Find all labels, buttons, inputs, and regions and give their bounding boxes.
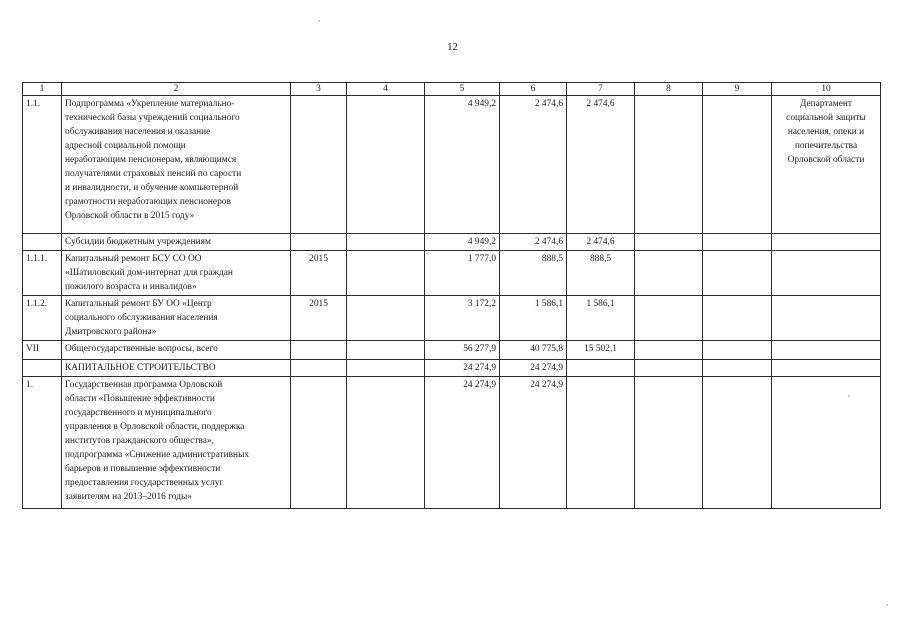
cell-amount-col-6: 24 274,9: [500, 360, 567, 377]
cell-amount-total: 1 777,0: [425, 251, 500, 296]
scan-speck: [886, 604, 888, 606]
cell-year: [291, 377, 347, 509]
table-row: [23, 296, 881, 341]
cell-column-9: [703, 96, 772, 234]
cell-column-9: [703, 234, 772, 251]
cell-amount-col-7: 2 474,6: [567, 234, 635, 251]
table-row: [23, 251, 881, 296]
cell-description: Субсидии бюджетным учреждениям: [62, 234, 291, 251]
cell-column-4: [347, 234, 425, 251]
cell-amount-total: 56 277,9: [425, 341, 500, 360]
cell-executor: [772, 360, 881, 377]
cell-row-number: 1.1.: [23, 96, 62, 234]
cell-row-number: [23, 234, 62, 251]
header-cell-10: 10: [772, 83, 881, 96]
cell-year: [291, 96, 347, 234]
page-number: 12: [447, 42, 458, 53]
cell-amount-total: 4 949,2: [425, 234, 500, 251]
cell-year: 2015: [291, 251, 347, 296]
table-row: [23, 377, 881, 509]
cell-amount-col-6: 40 775,8: [500, 341, 567, 360]
cell-amount-total: 3 172,2: [425, 296, 500, 341]
cell-amount-total: 24 274,9: [425, 360, 500, 377]
cell-column-4: [347, 341, 425, 360]
budget-table: [22, 82, 881, 509]
header-cell-5: 5: [425, 83, 500, 96]
header-cell-8: 8: [635, 83, 703, 96]
cell-column-4: [347, 96, 425, 234]
cell-column-8: [635, 360, 703, 377]
table-row: [23, 360, 881, 377]
table-row: [23, 96, 881, 234]
cell-column-9: [703, 377, 772, 509]
cell-column-9: [703, 341, 772, 360]
cell-executor: [772, 251, 881, 296]
cell-column-9: [703, 296, 772, 341]
cell-column-9: [703, 251, 772, 296]
cell-amount-col-7: [567, 360, 635, 377]
cell-amount-col-6: 2 474,6: [500, 96, 567, 234]
cell-description: Государственная программа Орловской области «Повышение эффективности государственного и муниципального управления в Орловской области, поддержка институтов гражданского общества», подпрограмма «Снижение административных барьеров и повышение эффективности предоставления государственных услуг заявителям на 2013–2016 годы»: [62, 377, 291, 509]
header-cell-3: 3: [291, 83, 347, 96]
cell-year: [291, 234, 347, 251]
cell-executor: [772, 341, 881, 360]
cell-column-8: [635, 234, 703, 251]
cell-description: Капитальный ремонт БСУ СО ОО «Шатиловский дом-интернат для граждан пожилого возраста и инвалидов»: [62, 251, 291, 296]
cell-amount-col-7: 1 586,1: [567, 296, 635, 341]
cell-row-number: [23, 360, 62, 377]
cell-executor: [772, 234, 881, 251]
cell-year: [291, 360, 347, 377]
cell-column-4: [347, 360, 425, 377]
cell-year: 2015: [291, 296, 347, 341]
cell-column-8: [635, 251, 703, 296]
header-cell-4: 4: [347, 83, 425, 96]
cell-row-number: 1.1.1.: [23, 251, 62, 296]
cell-column-4: [347, 377, 425, 509]
cell-executor: Департамент социальной защиты населения, опеки и попечительства Орловской области: [772, 96, 881, 234]
table-row: [23, 341, 881, 360]
cell-amount-total: 4 949,2: [425, 96, 500, 234]
cell-column-9: [703, 360, 772, 377]
cell-row-number: 1.1.2.: [23, 296, 62, 341]
cell-amount-col-6: 2 474,6: [500, 234, 567, 251]
header-cell-6: 6: [500, 83, 567, 96]
header-cell-2: 2: [62, 83, 291, 96]
scan-speck: [318, 20, 320, 22]
cell-description: КАПИТАЛЬНОЕ СТРОИТЕЛЬСТВО: [62, 360, 291, 377]
cell-year: [291, 341, 347, 360]
cell-description: Подпрограмма «Укрепление материально- технической базы учреждений социального обслуживания населения и оказание адресной социальной помощи неработающим пенсионерам, являющимся получателями страховых пенсий по сарости и инвалидности, и обучение компьютерной грамотности неработающих пенсионеров Орловской области в 2015 году»: [62, 96, 291, 234]
cell-amount-col-6: 1 586,1: [500, 296, 567, 341]
cell-row-number: 1.: [23, 377, 62, 509]
cell-column-8: [635, 96, 703, 234]
cell-amount-col-7: 2 474,6: [567, 96, 635, 234]
header-cell-9: 9: [703, 83, 772, 96]
cell-column-8: [635, 377, 703, 509]
cell-amount-col-7: 15 502,1: [567, 341, 635, 360]
cell-amount-col-7: 888,5: [567, 251, 635, 296]
cell-description: Общегосударственные вопросы, всего: [62, 341, 291, 360]
cell-column-4: [347, 296, 425, 341]
cell-executor: [772, 377, 881, 509]
header-cell-1: 1: [23, 83, 62, 96]
cell-amount-col-6: 24 274,9: [500, 377, 567, 509]
cell-column-8: [635, 296, 703, 341]
cell-description: Капитальный ремонт БУ ОО «Центр социального обслуживания населения Дмитровского района»: [62, 296, 291, 341]
cell-amount-total: 24 274,9: [425, 377, 500, 509]
cell-row-number: VII: [23, 341, 62, 360]
cell-amount-col-7: [567, 377, 635, 509]
scan-speck: [848, 395, 850, 397]
cell-column-4: [347, 251, 425, 296]
cell-column-8: [635, 341, 703, 360]
header-cell-7: 7: [567, 83, 635, 96]
table-header-row: [23, 83, 881, 96]
table-row: [23, 234, 881, 251]
cell-executor: [772, 296, 881, 341]
cell-amount-col-6: 888,5: [500, 251, 567, 296]
